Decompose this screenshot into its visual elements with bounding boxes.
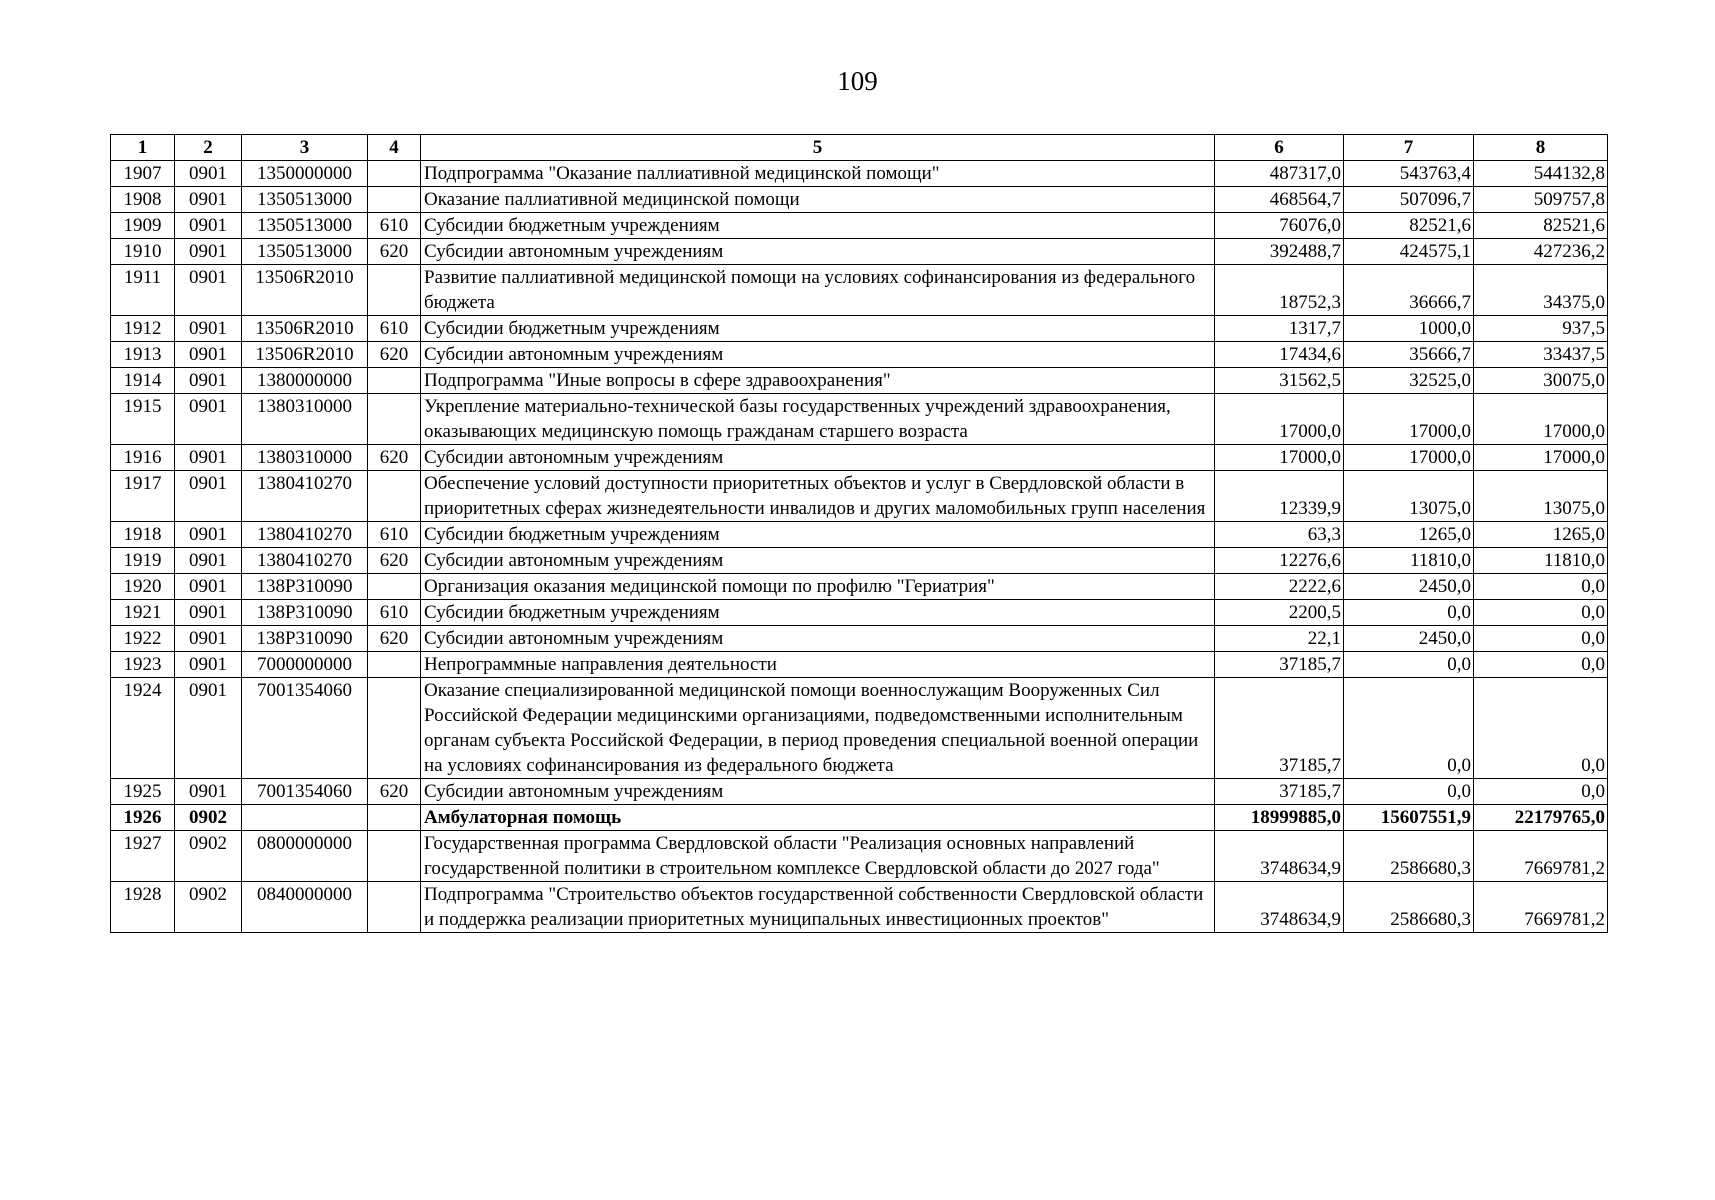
- amount-col6-cell: 2200,5: [1215, 600, 1344, 626]
- amount-col7-cell: 17000,0: [1344, 445, 1474, 471]
- amount-col8-cell: 33437,5: [1474, 342, 1608, 368]
- header-col-3: 3: [242, 135, 368, 161]
- row-number-cell: 1918: [111, 522, 175, 548]
- target-code-cell: 13506R2010: [242, 265, 368, 316]
- expense-type-cell: [368, 187, 421, 213]
- table-row: [111, 652, 1608, 678]
- section-code-cell: 0901: [175, 316, 242, 342]
- row-number-cell: 1920: [111, 574, 175, 600]
- description-cell: Подпрограмма "Оказание паллиативной медицинской помощи": [421, 161, 1215, 187]
- description-cell: Субсидии бюджетным учреждениям: [421, 316, 1215, 342]
- section-code-cell: 0901: [175, 574, 242, 600]
- amount-col7-cell: 11810,0: [1344, 548, 1474, 574]
- section-code-cell: 0901: [175, 779, 242, 805]
- section-code-cell: 0902: [175, 831, 242, 882]
- row-number-cell: 1923: [111, 652, 175, 678]
- amount-col6-cell: 37185,7: [1215, 678, 1344, 779]
- table-header-row: [111, 135, 1608, 161]
- target-code-cell: 1380310000: [242, 394, 368, 445]
- amount-col7-cell: 82521,6: [1344, 213, 1474, 239]
- amount-col7-cell: 1000,0: [1344, 316, 1474, 342]
- amount-col6-cell: 17000,0: [1215, 445, 1344, 471]
- description-cell: Субсидии бюджетным учреждениям: [421, 213, 1215, 239]
- description-cell: Непрограммные направления деятельности: [421, 652, 1215, 678]
- table-row: [111, 161, 1608, 187]
- description-cell: Амбулаторная помощь: [421, 805, 1215, 831]
- target-code-cell: 1380410270: [242, 522, 368, 548]
- description-cell: Подпрограмма "Иные вопросы в сфере здравоохранения": [421, 368, 1215, 394]
- header-col-6: 6: [1215, 135, 1344, 161]
- description-cell: Субсидии автономным учреждениям: [421, 548, 1215, 574]
- table-row: [111, 471, 1608, 522]
- amount-col7-cell: 424575,1: [1344, 239, 1474, 265]
- section-code-cell: 0901: [175, 522, 242, 548]
- expense-type-cell: 620: [368, 445, 421, 471]
- description-cell: Субсидии автономным учреждениям: [421, 779, 1215, 805]
- target-code-cell: 0840000000: [242, 882, 368, 933]
- description-cell: Субсидии бюджетным учреждениям: [421, 522, 1215, 548]
- header-col-5: 5: [421, 135, 1215, 161]
- table-row: [111, 548, 1608, 574]
- amount-col7-cell: 2450,0: [1344, 626, 1474, 652]
- expense-type-cell: [368, 471, 421, 522]
- section-code-cell: 0901: [175, 548, 242, 574]
- row-number-cell: 1927: [111, 831, 175, 882]
- amount-col6-cell: 76076,0: [1215, 213, 1344, 239]
- description-cell: Субсидии автономным учреждениям: [421, 239, 1215, 265]
- table-row: [111, 368, 1608, 394]
- description-cell: Оказание паллиативной медицинской помощи: [421, 187, 1215, 213]
- amount-col8-cell: 11810,0: [1474, 548, 1608, 574]
- expense-type-cell: [368, 161, 421, 187]
- amount-col8-cell: 0,0: [1474, 626, 1608, 652]
- amount-col7-cell: 35666,7: [1344, 342, 1474, 368]
- row-number-cell: 1907: [111, 161, 175, 187]
- header-col-8: 8: [1474, 135, 1608, 161]
- row-number-cell: 1909: [111, 213, 175, 239]
- amount-col7-cell: 2586680,3: [1344, 831, 1474, 882]
- description-cell: Государственная программа Свердловской области "Реализация основных направлений государственной политики в строительном комплексе Свердловской области до 2027 года": [421, 831, 1215, 882]
- amount-col8-cell: 544132,8: [1474, 161, 1608, 187]
- expense-type-cell: 620: [368, 779, 421, 805]
- row-number-cell: 1919: [111, 548, 175, 574]
- row-number-cell: 1917: [111, 471, 175, 522]
- target-code-cell: 1350000000: [242, 161, 368, 187]
- amount-col7-cell: 507096,7: [1344, 187, 1474, 213]
- expense-type-cell: 610: [368, 213, 421, 239]
- expense-type-cell: [368, 265, 421, 316]
- section-code-cell: 0902: [175, 882, 242, 933]
- section-code-cell: 0901: [175, 652, 242, 678]
- target-code-cell: 7001354060: [242, 678, 368, 779]
- amount-col8-cell: 427236,2: [1474, 239, 1608, 265]
- expense-type-cell: [368, 805, 421, 831]
- section-code-cell: 0901: [175, 678, 242, 779]
- amount-col6-cell: 17434,6: [1215, 342, 1344, 368]
- target-code-cell: 1380410270: [242, 548, 368, 574]
- row-number-cell: 1922: [111, 626, 175, 652]
- table-row: [111, 678, 1608, 779]
- row-number-cell: 1908: [111, 187, 175, 213]
- amount-col6-cell: 18752,3: [1215, 265, 1344, 316]
- page-number: 109: [837, 66, 878, 96]
- section-code-cell: 0901: [175, 187, 242, 213]
- amount-col8-cell: 1265,0: [1474, 522, 1608, 548]
- amount-col8-cell: 7669781,2: [1474, 882, 1608, 933]
- target-code-cell: 1380000000: [242, 368, 368, 394]
- table-row: [111, 574, 1608, 600]
- table-row: [111, 316, 1608, 342]
- section-code-cell: 0902: [175, 805, 242, 831]
- amount-col8-cell: 937,5: [1474, 316, 1608, 342]
- amount-col8-cell: 17000,0: [1474, 394, 1608, 445]
- amount-col6-cell: 37185,7: [1215, 779, 1344, 805]
- description-cell: Субсидии бюджетным учреждениям: [421, 600, 1215, 626]
- section-code-cell: 0901: [175, 394, 242, 445]
- table-row: [111, 187, 1608, 213]
- description-cell: Развитие паллиативной медицинской помощи на условиях софинансирования из федерального бюджета: [421, 265, 1215, 316]
- expense-type-cell: 620: [368, 626, 421, 652]
- target-code-cell: 138P310090: [242, 626, 368, 652]
- amount-col8-cell: 0,0: [1474, 600, 1608, 626]
- amount-col7-cell: 1265,0: [1344, 522, 1474, 548]
- row-number-cell: 1915: [111, 394, 175, 445]
- amount-col6-cell: 392488,7: [1215, 239, 1344, 265]
- expense-type-cell: [368, 394, 421, 445]
- amount-col6-cell: 31562,5: [1215, 368, 1344, 394]
- amount-col6-cell: 18999885,0: [1215, 805, 1344, 831]
- target-code-cell: 1350513000: [242, 213, 368, 239]
- table-row: [111, 213, 1608, 239]
- row-number-cell: 1913: [111, 342, 175, 368]
- amount-col8-cell: 509757,8: [1474, 187, 1608, 213]
- description-cell: Подпрограмма "Строительство объектов государственной собственности Свердловской области и поддержка реализации приоритетных муниципальных инвестиционных проектов": [421, 882, 1215, 933]
- table-row: [111, 265, 1608, 316]
- expense-type-cell: [368, 831, 421, 882]
- expense-type-cell: 620: [368, 548, 421, 574]
- amount-col6-cell: 2222,6: [1215, 574, 1344, 600]
- section-code-cell: 0901: [175, 445, 242, 471]
- target-code-cell: 138P310090: [242, 574, 368, 600]
- expense-type-cell: [368, 652, 421, 678]
- target-code-cell: 7001354060: [242, 779, 368, 805]
- amount-col8-cell: 0,0: [1474, 574, 1608, 600]
- row-number-cell: 1921: [111, 600, 175, 626]
- row-number-cell: 1925: [111, 779, 175, 805]
- expense-type-cell: 610: [368, 522, 421, 548]
- amount-col7-cell: 36666,7: [1344, 265, 1474, 316]
- section-code-cell: 0901: [175, 265, 242, 316]
- table-row: [111, 394, 1608, 445]
- expense-type-cell: 620: [368, 239, 421, 265]
- table-row: [111, 239, 1608, 265]
- amount-col8-cell: 7669781,2: [1474, 831, 1608, 882]
- description-cell: Укрепление материально-технической базы государственных учреждений здравоохранения, оказывающих медицинскую помощь гражданам старшего возраста: [421, 394, 1215, 445]
- row-number-cell: 1926: [111, 805, 175, 831]
- target-code-cell: 1350513000: [242, 187, 368, 213]
- amount-col6-cell: 1317,7: [1215, 316, 1344, 342]
- amount-col8-cell: 0,0: [1474, 779, 1608, 805]
- table-row: [111, 831, 1608, 882]
- row-number-cell: 1928: [111, 882, 175, 933]
- amount-col6-cell: 22,1: [1215, 626, 1344, 652]
- target-code-cell: 7000000000: [242, 652, 368, 678]
- target-code-cell: 13506R2010: [242, 316, 368, 342]
- section-code-cell: 0901: [175, 471, 242, 522]
- description-cell: Субсидии автономным учреждениям: [421, 445, 1215, 471]
- table-row: [111, 600, 1608, 626]
- amount-col7-cell: 17000,0: [1344, 394, 1474, 445]
- amount-col6-cell: 3748634,9: [1215, 831, 1344, 882]
- expense-type-cell: [368, 574, 421, 600]
- header-col-1: 1: [111, 135, 175, 161]
- amount-col7-cell: 0,0: [1344, 600, 1474, 626]
- amount-col8-cell: 22179765,0: [1474, 805, 1608, 831]
- header-col-2: 2: [175, 135, 242, 161]
- amount-col6-cell: 17000,0: [1215, 394, 1344, 445]
- row-number-cell: 1912: [111, 316, 175, 342]
- amount-col7-cell: 0,0: [1344, 678, 1474, 779]
- section-code-cell: 0901: [175, 342, 242, 368]
- target-code-cell: 0800000000: [242, 831, 368, 882]
- description-cell: Оказание специализированной медицинской помощи военнослужащим Вооруженных Сил Российской Федерации медицинскими организациями, подведомственными исполнительным органам субъекта Российской Федерации, в период проведения специальной военной операции на условиях софинансирования из федерального бюджета: [421, 678, 1215, 779]
- amount-col8-cell: 34375,0: [1474, 265, 1608, 316]
- budget-table: [110, 134, 1608, 933]
- table-row: [111, 522, 1608, 548]
- amount-col7-cell: 15607551,9: [1344, 805, 1474, 831]
- amount-col6-cell: 63,3: [1215, 522, 1344, 548]
- expense-type-cell: [368, 368, 421, 394]
- row-number-cell: 1911: [111, 265, 175, 316]
- description-cell: Субсидии автономным учреждениям: [421, 342, 1215, 368]
- amount-col7-cell: 0,0: [1344, 652, 1474, 678]
- section-code-cell: 0901: [175, 368, 242, 394]
- expense-type-cell: 610: [368, 316, 421, 342]
- amount-col8-cell: 0,0: [1474, 652, 1608, 678]
- expense-type-cell: 620: [368, 342, 421, 368]
- section-code-cell: 0901: [175, 213, 242, 239]
- target-code-cell: 138P310090: [242, 600, 368, 626]
- amount-col6-cell: 3748634,9: [1215, 882, 1344, 933]
- target-code-cell: [242, 805, 368, 831]
- table-row: [111, 445, 1608, 471]
- table-row: [111, 626, 1608, 652]
- expense-type-cell: 610: [368, 600, 421, 626]
- section-code-cell: 0901: [175, 626, 242, 652]
- amount-col7-cell: 32525,0: [1344, 368, 1474, 394]
- row-number-cell: 1914: [111, 368, 175, 394]
- target-code-cell: 1380410270: [242, 471, 368, 522]
- amount-col6-cell: 12276,6: [1215, 548, 1344, 574]
- header-col-7: 7: [1344, 135, 1474, 161]
- target-code-cell: 1380310000: [242, 445, 368, 471]
- target-code-cell: 13506R2010: [242, 342, 368, 368]
- table-row: [111, 882, 1608, 933]
- amount-col8-cell: 82521,6: [1474, 213, 1608, 239]
- amount-col8-cell: 13075,0: [1474, 471, 1608, 522]
- amount-col7-cell: 13075,0: [1344, 471, 1474, 522]
- section-code-cell: 0901: [175, 161, 242, 187]
- amount-col6-cell: 12339,9: [1215, 471, 1344, 522]
- amount-col8-cell: 30075,0: [1474, 368, 1608, 394]
- header-col-4: 4: [368, 135, 421, 161]
- table-row: [111, 805, 1608, 831]
- row-number-cell: 1916: [111, 445, 175, 471]
- amount-col6-cell: 487317,0: [1215, 161, 1344, 187]
- amount-col6-cell: 468564,7: [1215, 187, 1344, 213]
- expense-type-cell: [368, 882, 421, 933]
- amount-col7-cell: 543763,4: [1344, 161, 1474, 187]
- amount-col8-cell: 17000,0: [1474, 445, 1608, 471]
- description-cell: Субсидии автономным учреждениям: [421, 626, 1215, 652]
- description-cell: Обеспечение условий доступности приоритетных объектов и услуг в Свердловской области в приоритетных сферах жизнедеятельности инвалидов и других маломобильных групп населения: [421, 471, 1215, 522]
- amount-col7-cell: 2450,0: [1344, 574, 1474, 600]
- description-cell: Организация оказания медицинской помощи по профилю "Гериатрия": [421, 574, 1215, 600]
- target-code-cell: 1350513000: [242, 239, 368, 265]
- table-body: [111, 161, 1608, 933]
- amount-col7-cell: 0,0: [1344, 779, 1474, 805]
- row-number-cell: 1924: [111, 678, 175, 779]
- amount-col8-cell: 0,0: [1474, 678, 1608, 779]
- amount-col6-cell: 37185,7: [1215, 652, 1344, 678]
- amount-col7-cell: 2586680,3: [1344, 882, 1474, 933]
- row-number-cell: 1910: [111, 239, 175, 265]
- section-code-cell: 0901: [175, 239, 242, 265]
- section-code-cell: 0901: [175, 600, 242, 626]
- table-row: [111, 779, 1608, 805]
- table-row: [111, 342, 1608, 368]
- expense-type-cell: [368, 678, 421, 779]
